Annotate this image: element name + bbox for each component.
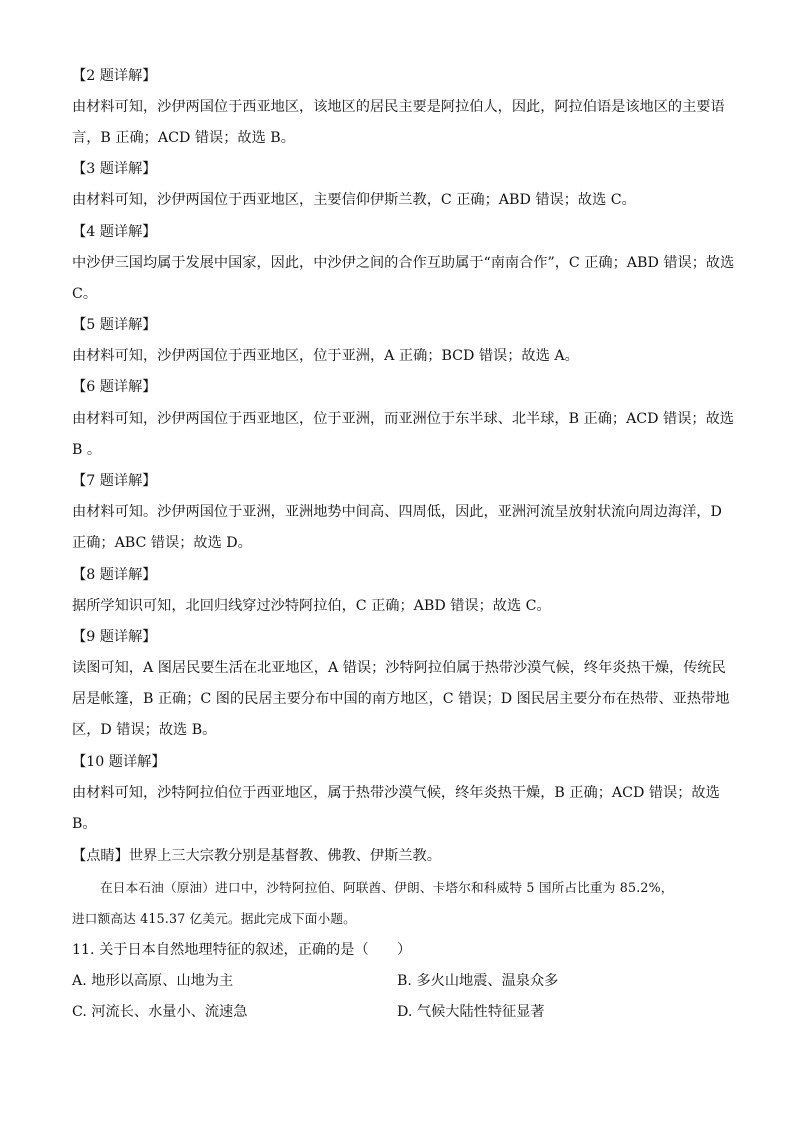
passage-line: 在日本石油（原油）进口中，沙特阿拉伯、阿联酋、伊朗、卡塔尔和科威特 5 国所占比重为 85.2%， (100, 880, 674, 895)
section-heading-9: 【9 题详解】 (72, 629, 157, 645)
option-d: D. 气候大陆性特征显著 (397, 1004, 545, 1020)
note-line: 【点睛】世界上三大宗教分别是基督教、佛教、伊斯兰教。 (72, 848, 441, 864)
answer-line: 正确；ABC 错误；故选 D。 (72, 535, 252, 551)
question-stem: 11. 关于日本自然地理特征的叙述，正确的是（ ） (72, 942, 412, 958)
answer-line: 区，D 错误；故选 B。 (72, 722, 217, 738)
answer-line: 由材料可知，沙伊两国位于西亚地区，该地区的居民主要是阿拉伯人，因此，阿拉伯语是该地区的主要语 (72, 99, 725, 115)
answer-line: 言，B 正确；ACD 错误；故选 B。 (72, 130, 295, 146)
answer-line: 由材料可知，沙伊两国位于西亚地区，主要信仰伊斯兰教，C 正确；ABD 错误；故选 C。 (72, 192, 636, 208)
section-heading-5: 【5 题详解】 (72, 317, 157, 333)
section-heading-3: 【3 题详解】 (72, 161, 157, 177)
section-heading-10: 【10 题详解】 (72, 754, 166, 770)
answer-line: 由材料可知，沙伊两国位于西亚地区，位于亚洲，A 正确；BCD 错误；故选 A。 (72, 348, 579, 364)
answer-line: 读图可知，A 图居民要生活在北亚地区，A 错误；沙特阿拉伯属于热带沙漠气候，终年炎热干燥，传统民 (72, 660, 726, 676)
answer-line: B。 (72, 816, 97, 832)
option-b: B. 多火山地震、温泉众多 (397, 973, 559, 989)
answer-line: 由材料可知。沙伊两国位于亚洲，亚洲地势中间高、四周低，因此，亚洲河流呈放射状流向周边海洋，D (72, 504, 722, 520)
section-heading-7: 【7 题详解】 (72, 473, 157, 489)
option-c: C. 河流长、水量小、流速急 (72, 1004, 248, 1020)
section-heading-2: 【2 题详解】 (72, 68, 157, 84)
passage-line: 进口额高达 415.37 亿美元。据此完成下面小题。 (72, 911, 356, 926)
answer-line: C。 (72, 286, 98, 302)
answer-line: 居是帐篷，B 正确；C 图的民居主要分布中国的南方地区，C 错误；D 图民居主要分布在热带、亚热带地 (72, 691, 730, 707)
section-heading-8: 【8 题详解】 (72, 567, 157, 583)
answer-line: 由材料可知，沙伊两国位于西亚地区，位于亚洲，而亚洲位于东半球、北半球，B 正确；ACD 错误；故选 (72, 411, 734, 427)
answer-line: B 。 (72, 442, 102, 458)
answer-line: 由材料可知，沙特阿拉伯位于西亚地区，属于热带沙漠气候，终年炎热干燥，B 正确；ACD 错误；故选 (72, 785, 720, 801)
section-heading-6: 【6 题详解】 (72, 379, 157, 395)
answer-line: 中沙伊三国均属于发展中国家，因此，中沙伊之间的合作互助属于“南南合作”，C 正确；ABD 错误；故选 (72, 255, 735, 271)
option-a: A. 地形以高原、山地为主 (72, 973, 234, 989)
section-heading-4: 【4 题详解】 (72, 224, 157, 240)
answer-line: 据所学知识可知，北回归线穿过沙特阿拉伯，C 正确；ABD 错误；故选 C。 (72, 598, 551, 614)
